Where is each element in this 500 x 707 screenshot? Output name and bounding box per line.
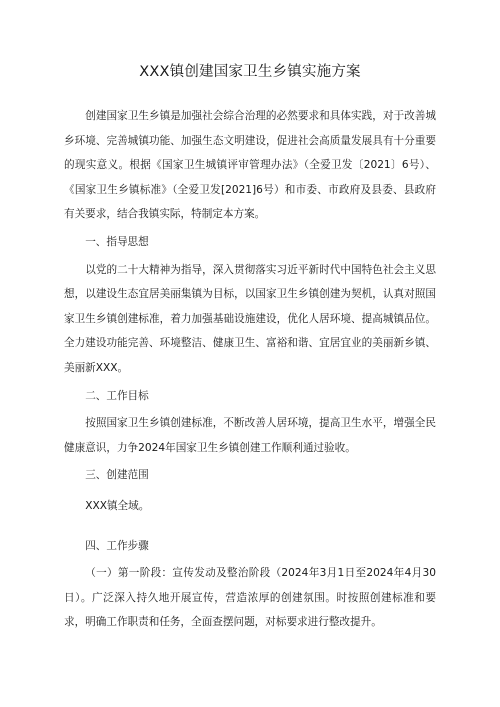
section-heading-work-goals: 二、工作目标	[85, 389, 149, 402]
section-heading-scope: 三、创建范围	[85, 469, 149, 482]
section-heading-guiding-ideology: 一、指导思想	[85, 235, 149, 248]
blank-line	[64, 519, 436, 534]
section-body-guiding-ideology: 以党的二十大精神为指导，深入贯彻落实习近平新时代中国特色社会主义思想，以建设生态宜居美丽集镇为目标，以国家卫生乡镇创建为契机，认真对照国家卫生乡镇创建标准，着力加强基础设施建设，优化人居环境、提高城镇品位。全力建设功能完善、环境整洁、健康卫生、富裕和谐、宜居宜业的美丽新乡镇、美丽新XXX。	[64, 263, 436, 374]
document-title: XXX镇创建国家卫生乡镇实施方案	[139, 64, 361, 80]
intro-paragraph: 创建国家卫生乡镇是加强社会综合治理的必然要求和具体实践，对于改善城乡环境、完善城镇功能、加强生态文明建设，促进社会高质量发展具有十分重要的现实意义。根据《国家卫生城镇评审管理办法》（全爱卫发〔2021〕6号）、《国家卫生乡镇标准》（全爱卫发[2021]6号）和市委、市政府及县委、县政府有关要求，结合我镇实际，特制定本方案。	[64, 110, 436, 221]
section-body-scope: XXX镇全域。	[85, 499, 150, 512]
section-heading-work-steps: 四、工作步骤	[85, 539, 149, 552]
section-body-work-goals: 按照国家卫生乡镇创建标准，不断改善人居环境，提高卫生水平，增强全民健康意识，力争2024年国家卫生乡镇创建工作顺利通过验收。	[64, 417, 436, 454]
section-body-work-steps: （一）第一阶段：宣传发动及整治阶段（2024年3月1日至2024年4月30日）。广泛深入持久地开展宣传，营造浓厚的创建氛围。时按照创建标准和要求，明确工作职责和任务，全面查摆问题，对标要求进行整改提升。	[64, 567, 436, 629]
